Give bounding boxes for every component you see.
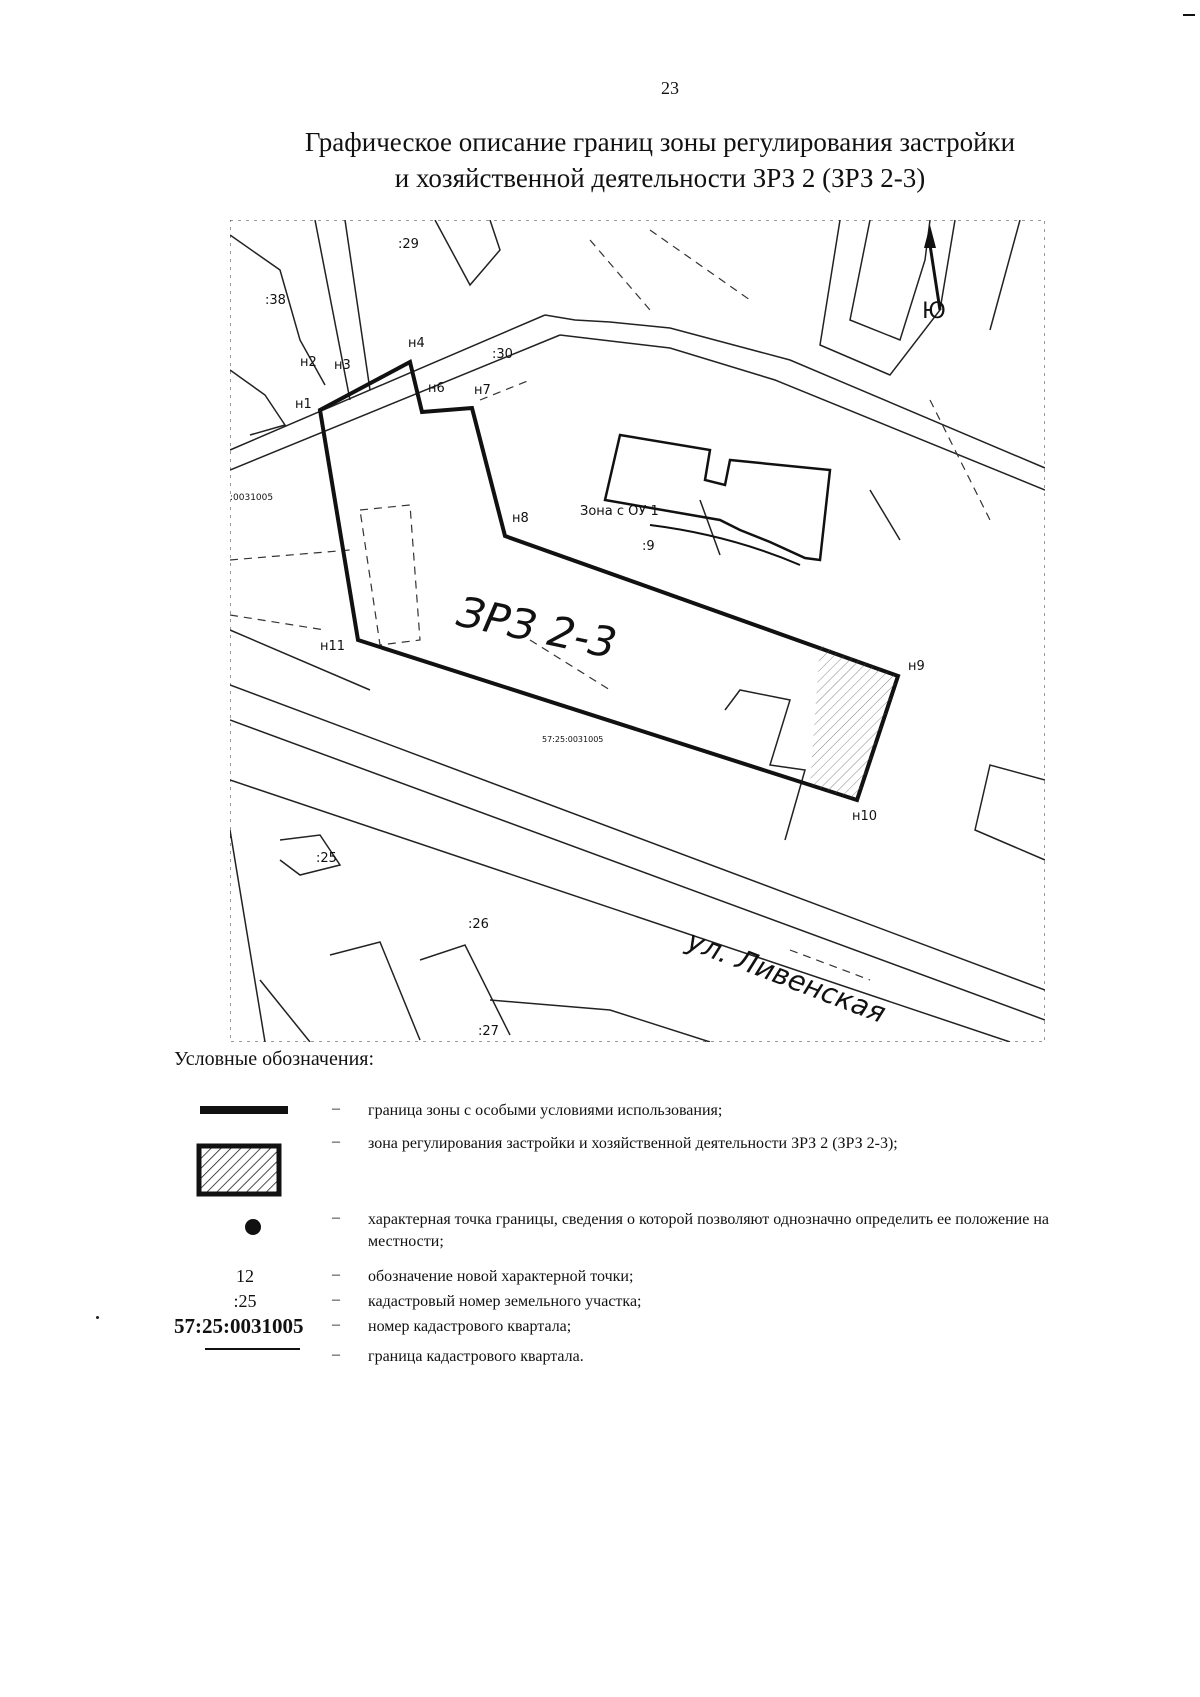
legend-dash: –	[332, 1266, 340, 1283]
point-label: н2	[300, 355, 317, 370]
legend-dash: –	[332, 1209, 340, 1226]
parcel-label: :9	[642, 539, 655, 554]
compass-label: Ю	[922, 299, 946, 324]
point-label: н6	[428, 381, 445, 396]
map-background	[230, 220, 1045, 1042]
point-label: н7	[474, 383, 491, 398]
quarter-number-label: 57:25:0031005	[542, 735, 604, 744]
thick-line-symbol	[200, 1106, 288, 1114]
parcel-label: :27	[478, 1024, 499, 1039]
point-label: н3	[334, 358, 351, 373]
parcel-label: :29	[398, 237, 419, 252]
legend-text: обозначение новой характерной точки;	[368, 1268, 634, 1285]
parcel-label: :25	[316, 851, 337, 866]
legend-dash: –	[332, 1316, 340, 1333]
point-label: н1	[295, 397, 312, 412]
legend-dash: –	[332, 1100, 340, 1117]
adjacent-zone-label: Зона с ОУ 1	[580, 504, 659, 519]
quarter-number-left-label: :0031005	[230, 493, 274, 503]
point-label: н10	[852, 809, 878, 824]
parcel-label: :30	[492, 347, 513, 362]
new-point-symbol: 12	[236, 1266, 254, 1286]
title-line-1: Графическое описание границ зоны регулирования застройки	[304, 127, 1016, 157]
title-line-2: и хозяйственной деятельности ЗРЗ 2 (ЗРЗ 2-3)	[394, 163, 926, 193]
quarter-number-symbol: 57:25:0031005	[174, 1314, 304, 1338]
zone-label: ЗРЗ 2-3	[452, 586, 621, 669]
point-label: н4	[408, 336, 425, 351]
hatched-box-symbol	[196, 1143, 282, 1197]
legend-text: характерная точка границы, сведения о которой позволяют однозначно определить ее положение на местности;	[368, 1211, 1049, 1250]
street-label: ул. Ливенская	[682, 923, 891, 1030]
point-symbol	[245, 1219, 261, 1235]
scan-mark	[1183, 14, 1195, 16]
page-title	[260, 124, 1060, 196]
parcel-label: :26	[468, 917, 489, 932]
point-label: н9	[908, 659, 925, 674]
parcel-label: :38	[265, 293, 286, 308]
point-label: н8	[512, 511, 529, 526]
legend-text: кадастровый номер земельного участка;	[368, 1293, 642, 1310]
scan-dot	[96, 1316, 99, 1319]
legend-text: номер кадастрового квартала;	[368, 1318, 572, 1335]
legend-title: Условные обозначения:	[174, 1048, 375, 1070]
legend-text: граница кадастрового квартала.	[368, 1348, 584, 1365]
legend-text: зона регулирования застройки и хозяйственной деятельности ЗРЗ 2 (ЗРЗ 2-3);	[368, 1135, 898, 1152]
legend-dash: –	[332, 1133, 340, 1150]
thin-line-symbol	[205, 1348, 300, 1350]
legend-text: граница зоны с особыми условиями использования;	[368, 1102, 723, 1119]
parcel-number-symbol: :25	[233, 1291, 257, 1311]
legend-dash: –	[332, 1291, 340, 1308]
page-number: 23	[661, 78, 679, 98]
cadastral-map	[230, 220, 1045, 1042]
point-label: н11	[320, 639, 346, 654]
map-svg	[230, 220, 1045, 1042]
legend-dash: –	[332, 1346, 340, 1363]
